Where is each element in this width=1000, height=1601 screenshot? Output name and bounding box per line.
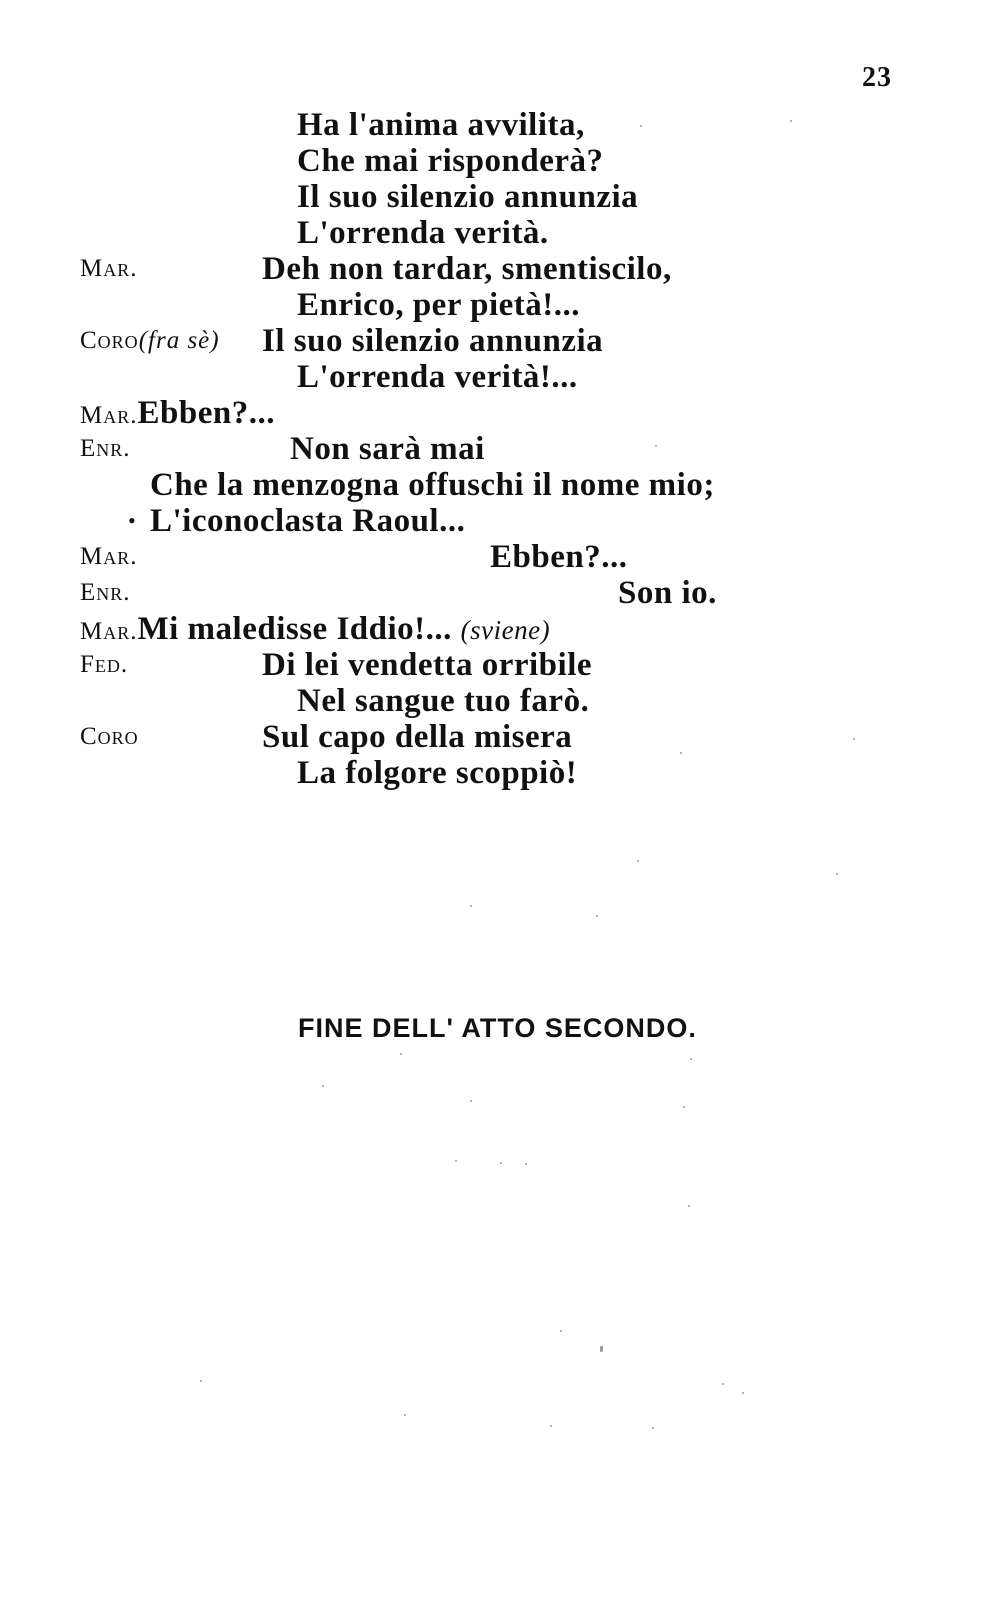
speaker-mar: Mar. [80,618,138,645]
scan-speck [560,1330,562,1332]
speaker-mar: Mar. [80,255,138,282]
verse-line: Il suo silenzio annunzia [262,323,604,359]
verse-line: L'orrenda verità. [297,215,549,251]
speaker-coro [80,322,220,360]
scan-speck [455,1160,457,1162]
verse-text: Ebben?... [137,395,275,431]
scan-speck [680,752,682,754]
verse-line: Ha l'anima avvilita, [297,107,585,143]
scan-speck [400,1053,402,1055]
speaker-enr: Enr. [80,579,131,606]
verse-line: Ebben?... [490,539,628,575]
scan-speck [742,1392,744,1394]
scan-speck [470,905,472,907]
scan-speck [200,1380,202,1382]
scan-speck [836,873,838,875]
verse-line: Di lei vendetta orribile [262,647,593,683]
speaker-coro: Coro [80,723,139,750]
scan-speck [600,1346,603,1352]
act-end-title: FINE DELL' ATTO SECONDO. [298,1013,697,1043]
verse-text: Mi maledisse Iddio!... [137,611,452,647]
scan-speck [470,1100,472,1102]
speaker-enr: Enr. [80,435,131,462]
verse-line: Non sarà mai [290,431,485,467]
scan-speck [525,1163,527,1165]
verse-line: L'iconoclasta Raoul... [150,503,466,539]
scan-speck [500,1162,502,1164]
verse-line: Che la menzogna offuschi il nome mio; [150,467,715,503]
speaker-mar: Mar. [80,543,138,570]
scan-speck [683,1106,685,1108]
verse-line: La folgore scoppiò! [297,755,578,791]
scan-speck [637,860,639,862]
verse-line: L'orrenda verità!... [297,359,578,395]
verse-line: Deh non tardar, smentiscilo, [262,251,672,287]
scan-speck [790,120,792,122]
speaker-mar: Mar. [80,402,138,429]
verse-line: Son io. [618,575,717,611]
scan-speck [550,1425,552,1427]
stage-direction-aside: (fra sè) [138,327,220,354]
scan-speck [690,1058,692,1060]
verse-line: Enrico, per pietà!... [297,287,581,323]
scan-speck [688,1205,690,1207]
speaker-fed: Fed. [80,651,129,678]
page-number: 23 [862,62,892,93]
verse-line: Sul capo della misera [262,719,573,755]
scan-speck [722,1383,724,1385]
bullet-mark: • [128,508,136,533]
verse-line: Nel sangue tuo farò. [297,683,590,719]
scan-speck [596,915,598,917]
verse-line-with-speaker [80,394,275,432]
verse-line: Il suo silenzio annunzia [297,179,639,215]
scan-speck [322,1085,324,1087]
scan-speck [652,1427,654,1429]
stage-direction: (sviene) [460,615,551,645]
scan-speck [640,125,642,127]
scan-speck [853,738,855,740]
scan-speck [655,445,657,447]
speaker-coro-name: Coro [80,327,139,354]
verse-line: Che mai risponderà? [297,143,604,179]
scan-speck [404,1414,406,1416]
verse-line-with-speaker [80,610,550,648]
